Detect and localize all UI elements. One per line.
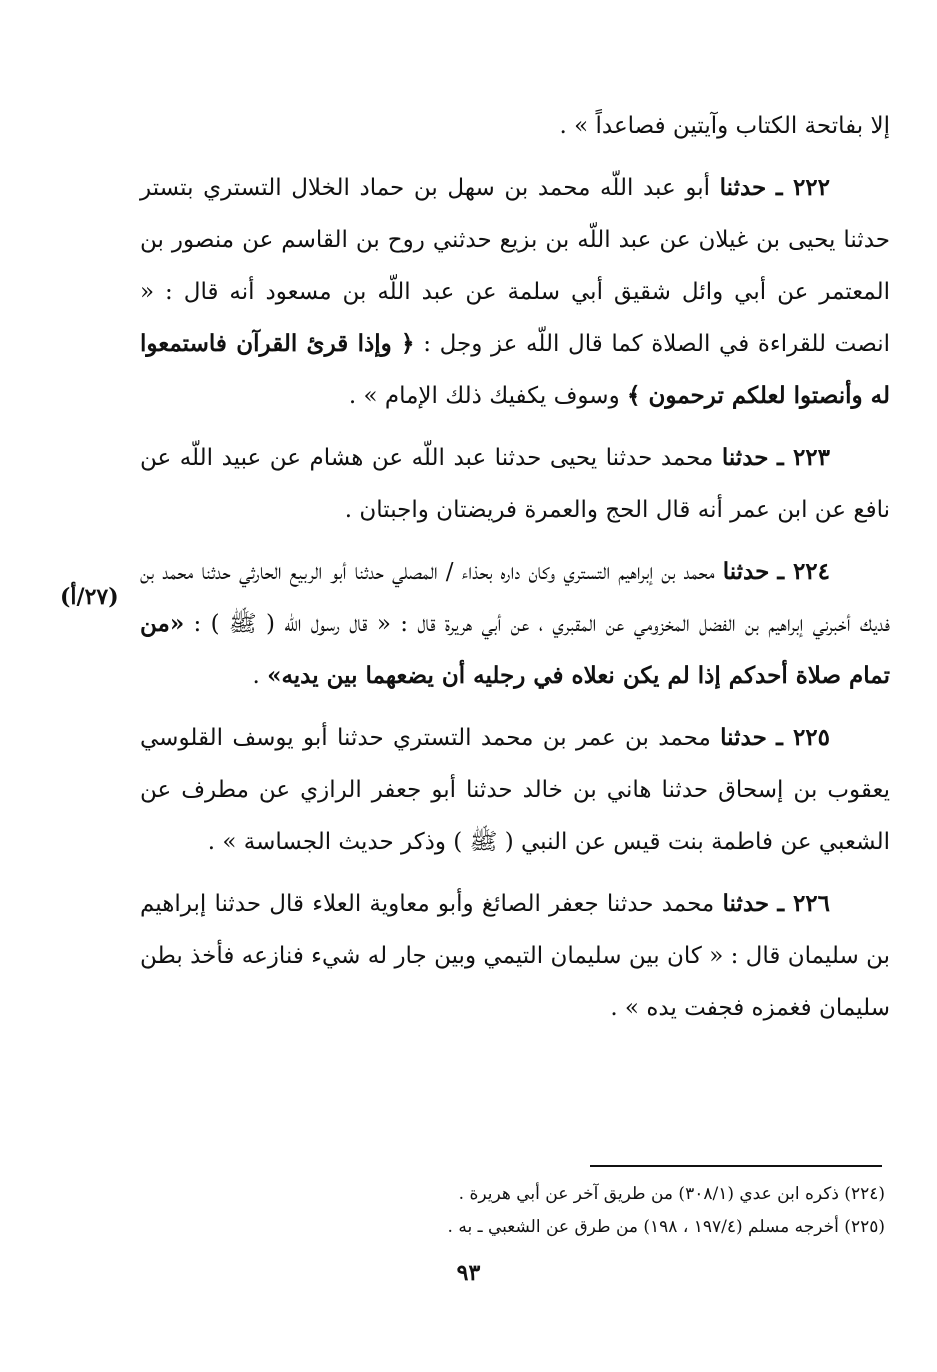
footnote: (٢٢٥) أخرجه مسلم (١٩٧/٤ ، ١٩٨) من طرق عن الشعبي ـ به . — [447, 1217, 885, 1237]
footnote: (٢٢٤) ذكره ابن عدي (٣٠٨/١) من طريق آخر عن أبي هريرة . — [458, 1184, 885, 1204]
hadith-lead: حدثنا — [721, 444, 769, 471]
main-text — [140, 100, 890, 1044]
hadith-222 — [140, 162, 890, 422]
hadith-226 — [140, 878, 890, 1034]
hadith-text: أبو عبد اللّه محمد بن سهل بن حماد الخلال التستري بتستر حدثنا يحيى بن غيلان عن عبد اللّه بن بزيع حدثني روح بن القاسم عن منصور بن المعتمر عن أبي وائل شقيق أبي سلمة عن عبد اللّه بن مسعود أنه قال : « انصت للقراءة في الصلاة كما قال اللّه عز وجل : — [140, 175, 890, 357]
quran-verse: ﴿ وإذا قرئ القرآن فاستمعوا له وأنصتوا لعلكم ترحمون ﴾ — [140, 330, 890, 409]
hadith-text: محمد حدثنا جعفر الصائغ وأبو معاوية العلاء قال حدثنا إبراهيم بن سليمان قال : « كان بين سليمان التيمي وبين جار له شيء فنازعه فأخذ بطن سليمان فغمزه فجفت يده » . — [140, 891, 890, 1021]
hadith-text-end: وسوف يكفيك ذلك الإمام » . — [348, 383, 620, 409]
hadith-lead: حدثنا — [722, 890, 770, 917]
hadith-number: ٢٢٦ ـ — [777, 890, 831, 917]
hadith-number: ٢٢٤ ـ — [777, 558, 830, 585]
hadith-223 — [140, 432, 890, 536]
hadith-224 — [140, 546, 890, 702]
hadith-225 — [140, 712, 890, 868]
continuation-line: إلا بفاتحة الكتاب وآيتين فصاعداً » . — [559, 113, 890, 139]
hadith-text: محمد حدثنا يحيى حدثنا عبد اللّه عن هشام عن عبيد اللّه عن نافع عن ابن عمر أنه قال الحج والعمرة فريضتان واجبتان . — [140, 445, 890, 523]
hadith-lead: حدثنا — [719, 174, 767, 201]
footnote-separator — [590, 1165, 882, 1167]
prophetic-saying: «من تمام صلاة أحدكم إذا لم يكن نعلاه في رجليه أن يضعهما بين يديه» — [140, 610, 890, 689]
hadith-number: ٢٢٢ ـ — [775, 174, 831, 201]
hadith-text-end: . — [252, 663, 260, 689]
hadith-number: ٢٢٣ ـ — [777, 444, 830, 471]
hadith-text: محمد بن إبراهيم التستري وكان داره بحذاء / المصلي حدثنا أبو الربيع الحارثي حدثنا محمد بن فديك أخبرني إبراهيم بن الفضل المخزومي عن المقبري ، عن أبي هريرة قال : « قال رسول اللّه ( ﷺ ) : — [140, 559, 890, 637]
page-number: ٩٣ — [456, 1260, 481, 1286]
hadith-lead: حدثنا — [720, 724, 767, 751]
hadith-lead: حدثنا — [722, 558, 770, 585]
folio-marker: (٢٧/أ) — [60, 584, 119, 610]
hadith-text: محمد بن عمر بن محمد التستري حدثنا أبو يوسف القلوسي يعقوب بن إسحاق حدثنا هاني بن خالد حدثنا أبو جعفر الرازي عن مطرف عن الشعبي عن فاطمة بنت قيس عن النبي ( ﷺ ) وذكر حديث الجساسة » . — [140, 725, 890, 855]
hadith-number: ٢٢٥ ـ — [776, 724, 830, 751]
footnotes — [200, 1178, 885, 1244]
